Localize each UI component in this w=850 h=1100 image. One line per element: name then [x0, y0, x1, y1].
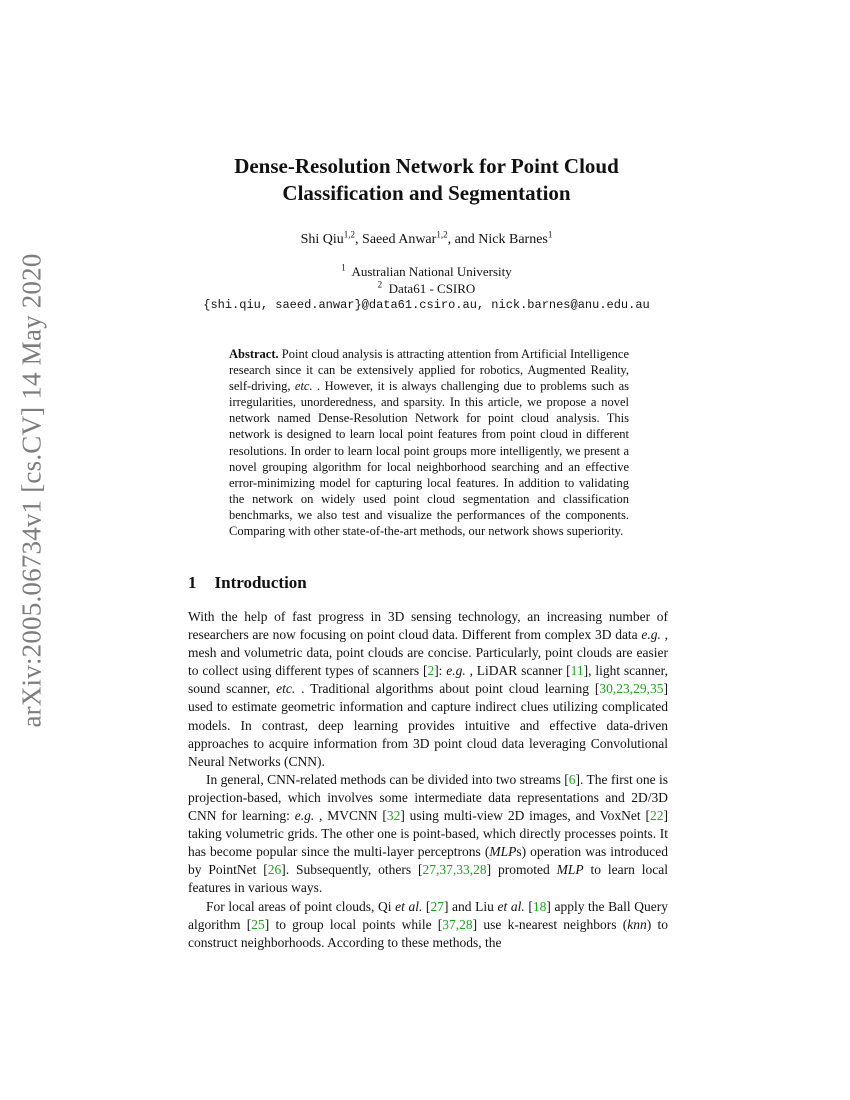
title-line-1: Dense-Resolution Network for Point Cloud	[234, 154, 619, 178]
text-run: ], light scanner, sound scanner,	[188, 663, 668, 697]
paragraph-2	[188, 771, 668, 898]
author-1-affil: 1,2	[343, 229, 356, 240]
citation-link[interactable]: 11	[570, 663, 584, 679]
text-em: etc.	[276, 681, 296, 697]
text-run: ]. The first one is projection-based, which involves some intermediate data representations and 2D/3D CNN for learning:	[188, 771, 668, 824]
citation-link[interactable]: 25	[251, 916, 265, 932]
paragraph-1	[188, 608, 668, 771]
affiliation-2-name: Data61 - CSIRO	[388, 281, 476, 296]
text-run: With the help of fast progress in 3D sensing technology, an increasing number of researchers are now focusing on point cloud data. Different from complex 3D data	[188, 609, 668, 643]
body-text	[188, 608, 668, 952]
text-run: ]. Subsequently, others [	[281, 862, 423, 878]
author-3-affil: 1	[547, 229, 553, 240]
arxiv-side-stamp	[8, 252, 56, 728]
text-run: ] promoted	[486, 862, 557, 878]
citation-link[interactable]: 37,28	[442, 916, 473, 932]
section-title: Introduction	[214, 573, 307, 592]
citation-link[interactable]: 18	[532, 898, 547, 914]
text-run: [	[422, 898, 431, 914]
section-heading	[188, 573, 307, 593]
affiliation-1-mark: 1	[341, 262, 346, 273]
author-3: , and Nick Barnes	[447, 232, 548, 247]
citation-link[interactable]: 2	[427, 663, 435, 679]
abstract-text-1: Point cloud analysis is attracting attention from Artificial Intelligence research since it can be extensively applied for robotics, Augmented Reality, self-driving,	[229, 347, 629, 394]
citation-link[interactable]: 30,23,29,35	[599, 681, 664, 697]
affiliations	[150, 263, 703, 314]
affiliation-1-name: Australian National University	[351, 264, 512, 279]
text-run: ] use k-nearest neighbors (	[472, 916, 628, 932]
citation-link[interactable]: 22	[650, 808, 664, 824]
text-run: ] using multi-view 2D images, and VoxNet [	[400, 808, 650, 824]
arxiv-identifier: arXiv:2005.06734v1 [cs.CV] 14 May 2020	[16, 252, 47, 728]
affiliation-2	[150, 280, 703, 297]
author-1: Shi Qiu	[300, 232, 344, 247]
text-run: . Traditional algorithms about point cloud learning [	[295, 681, 600, 697]
text-run: s) operation was introduced by PointNet [	[188, 844, 668, 878]
text-em: knn	[627, 916, 647, 932]
text-run: ] to group local points while [	[264, 916, 443, 932]
text-run: In general, CNN-related methods can be divided into two streams [	[206, 771, 569, 787]
citation-link[interactable]: 27,37,33,28	[422, 862, 487, 878]
abstract-text-2: . However, it is always challenging due to problems such as irregularities, unorderedness, and sparsity. In this article, we propose a novel network named Dense-Resolution Network for point cloud analysis. This network is designed to learn local point features from point cloud in different resolutions. In order to learn local point groups more intelligently, we present a novel grouping algorithm for local neighborhood searching and an effective error-minimizing model for capturing local features. In addition to validating the network on widely used point cloud segmentation and classification benchmarks, we also test and visualize the performances of the components. Comparing with other state-of-the-art methods, our network shows superiority.	[229, 379, 629, 539]
citation-link[interactable]: 27	[430, 898, 444, 914]
text-em: et al.	[395, 898, 423, 914]
text-run: [	[524, 898, 533, 914]
text-em: e.g.	[641, 627, 661, 643]
paragraph-3	[188, 898, 668, 952]
text-em: e.g.	[446, 663, 466, 679]
text-run: ] taking volumetric grids. The other one is point-based, which directly processes points. It has become popular since the multi-layer perceptrons (	[188, 808, 668, 860]
citation-link[interactable]: 32	[386, 808, 401, 824]
text-run: ]:	[434, 663, 447, 679]
abstract-etc: etc.	[294, 379, 313, 394]
text-run: ] and Liu	[443, 898, 498, 914]
text-run: to learn local features in various ways.	[188, 862, 668, 896]
abstract	[229, 346, 629, 539]
text-em: MLP	[556, 862, 584, 878]
paper-title	[150, 153, 703, 207]
section-number: 1	[188, 573, 197, 592]
abstract-label: Abstract.	[229, 347, 279, 361]
text-em: et al.	[497, 898, 525, 914]
text-run: , mesh and volumetric data, point clouds are concise. Particularly, point clouds are easier to collect using different types of scanners [	[188, 627, 669, 679]
citation-link[interactable]: 26	[267, 862, 282, 878]
author-2-affil: 1,2	[436, 229, 448, 240]
author-2: , Saeed Anwar	[355, 232, 437, 247]
text-run: ) to construct neighborhoods. According to these methods, the	[188, 916, 669, 950]
text-run: , MVCNN [	[314, 808, 387, 824]
text-run: , LiDAR scanner [	[465, 663, 571, 679]
text-run: ] apply the Ball Query algorithm [	[188, 898, 668, 932]
author-emails: {shi.qiu, saeed.anwar}@data61.csiro.au, nick.barnes@anu.edu.au	[203, 298, 650, 312]
text-em: e.g.	[294, 808, 315, 824]
text-run: For local areas of point clouds, Qi	[206, 898, 396, 914]
author-list	[150, 229, 703, 248]
citation-link[interactable]: 6	[568, 771, 576, 787]
affiliation-1	[150, 263, 703, 280]
text-em: MLP	[489, 844, 517, 860]
affiliation-2-mark: 2	[377, 279, 383, 290]
title-line-2: Classification and Segmentation	[282, 181, 571, 205]
text-run: ] used to estimate geometric information and capture indirect clues utilizing complicated models. In contrast, deep learning provides intuitive and effective data-driven approaches to acquire information from 3D point cloud data leveraging Convolutional Neural Networks (CNN).	[188, 681, 668, 769]
